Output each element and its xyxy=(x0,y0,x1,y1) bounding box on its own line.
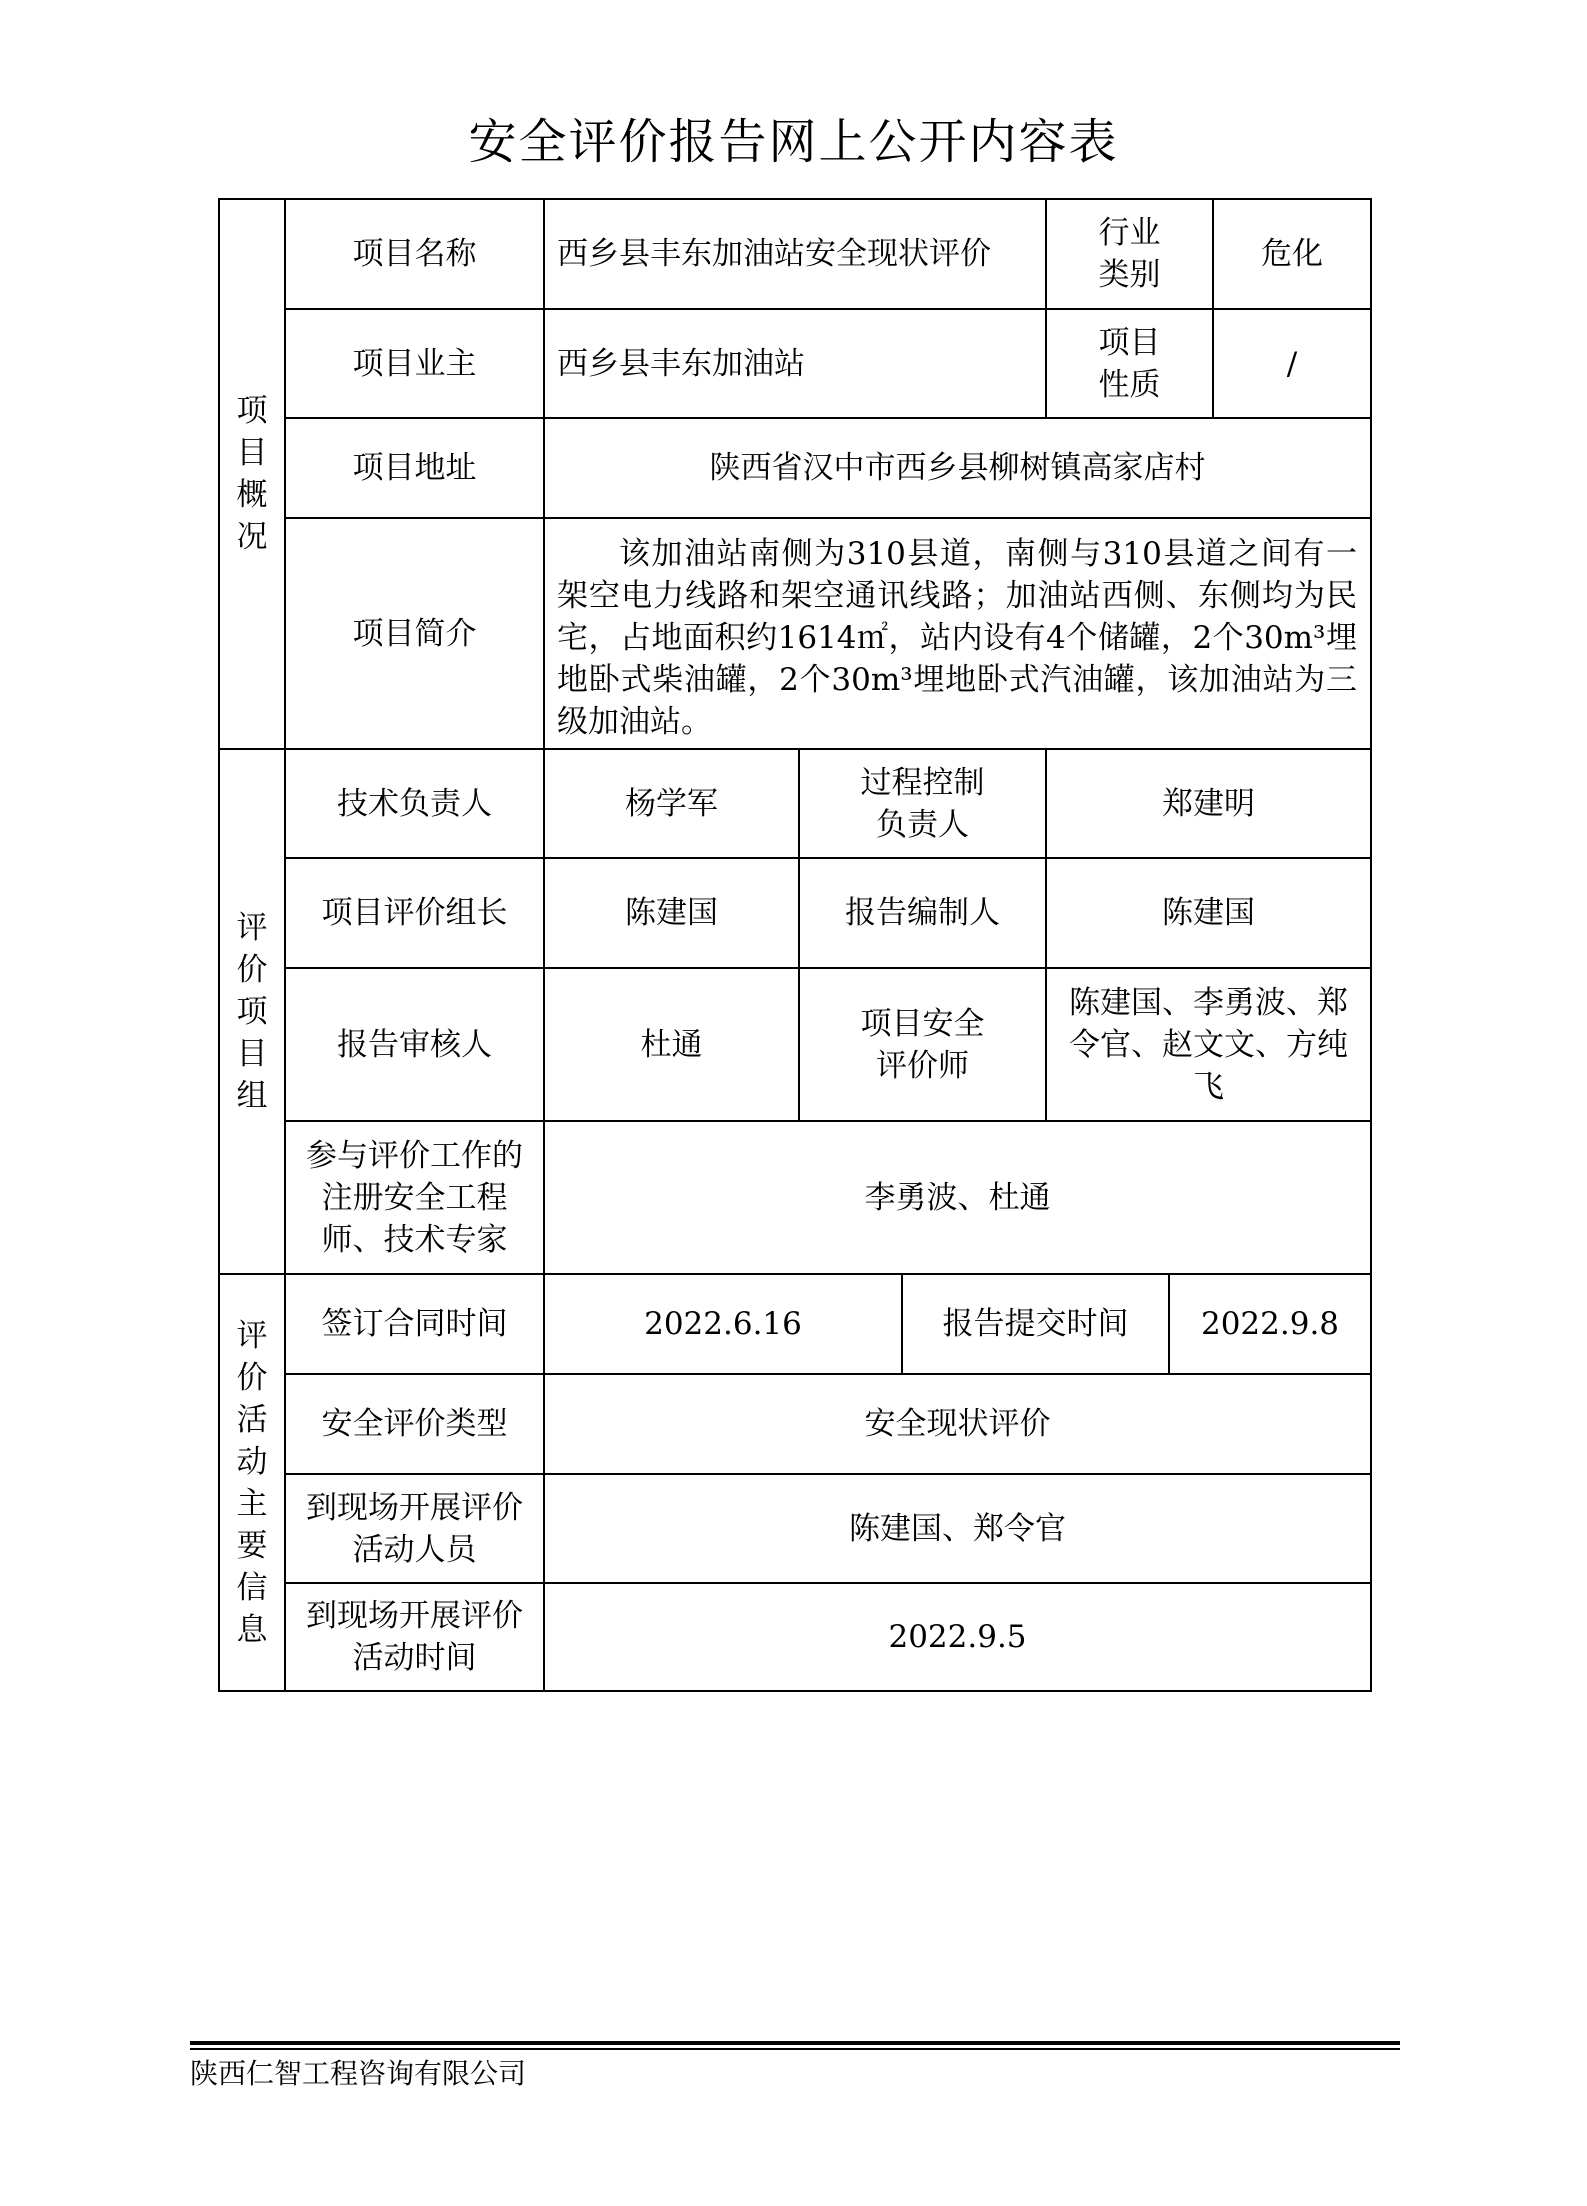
intro-label: 项目简介 xyxy=(352,615,477,652)
address-label: 项目地址 xyxy=(352,450,477,486)
owner-label: 项目业主 xyxy=(352,345,477,382)
engineers-label: 参与评价工作的注册安全工程师、技术专家 xyxy=(306,1137,523,1258)
evaluation-type-value: 安全现状评价 xyxy=(864,1406,1051,1442)
section-label: 项目概况 xyxy=(236,393,268,555)
intro-text: 该加油站南侧为310县道，南侧与310县道之间有一架空电力线路和架空通讯线路；加油站西侧、东侧均为民宅，占地面积约1614㎡，站内设有4个储罐，2个30m³埋地卧式柴油罐，2个30m³埋地卧式汽油罐，该加油站为三级加油站。 xyxy=(557,536,1357,740)
section-evaluation-team xyxy=(220,750,284,1273)
project-name-value: 西乡县丰东加油站安全现状评价 xyxy=(557,236,991,272)
section-label: 评价项目组 xyxy=(236,909,268,1114)
evaluation-type-label: 安全评价类型 xyxy=(321,1406,508,1442)
submit-date-value: 2022.9.8 xyxy=(1200,1306,1340,1342)
industry-label: 行业类别 xyxy=(1098,215,1161,293)
section-label: 评价活动主要信息 xyxy=(236,1317,268,1648)
owner-value: 西乡县丰东加油站 xyxy=(557,345,805,382)
section-activity-info xyxy=(220,1275,284,1690)
author-label: 报告编制人 xyxy=(845,895,1000,931)
onsite-staff-value: 陈建国、郑令官 xyxy=(849,1510,1066,1547)
nature-value: / xyxy=(1286,345,1298,382)
section-project-overview xyxy=(220,200,284,748)
industry-value: 危化 xyxy=(1261,236,1323,272)
onsite-staff-label: 到现场开展评价活动人员 xyxy=(306,1489,523,1568)
tech-lead-value: 杨学军 xyxy=(625,785,718,822)
onsite-date-label: 到现场开展评价活动时间 xyxy=(306,1598,523,1676)
process-lead-label: 过程控制负责人 xyxy=(860,764,985,843)
onsite-date-value: 2022.9.5 xyxy=(888,1619,1027,1655)
author-value: 陈建国 xyxy=(1162,895,1255,931)
process-lead-value: 郑建明 xyxy=(1162,785,1255,822)
page-title: 安全评价报告网上公开内容表 xyxy=(468,114,1119,170)
footer-divider-thin xyxy=(190,2048,1400,2050)
team-lead-value: 陈建国 xyxy=(625,895,718,931)
submit-date-label: 报告提交时间 xyxy=(942,1306,1129,1342)
engineers-value: 李勇波、杜通 xyxy=(864,1179,1051,1216)
assessors-value: 陈建国、李勇波、郑令官、赵文文、方纯飞 xyxy=(1069,984,1348,1105)
tech-lead-label: 技术负责人 xyxy=(337,785,492,822)
footer-company: 陕西仁智工程咨询有限公司 xyxy=(190,2057,527,2090)
contract-date-value: 2022.6.16 xyxy=(644,1306,802,1342)
team-lead-label: 项目评价组长 xyxy=(321,895,508,931)
nature-label: 项目性质 xyxy=(1098,324,1161,403)
reviewer-value: 杜通 xyxy=(640,1026,703,1063)
footer-divider xyxy=(190,2041,1400,2045)
address-value: 陕西省汉中市西乡县柳树镇高家店村 xyxy=(709,450,1206,486)
project-name-label: 项目名称 xyxy=(352,236,477,272)
assessors-label: 项目安全评价师 xyxy=(860,1005,985,1084)
contract-date-label: 签订合同时间 xyxy=(321,1306,508,1342)
reviewer-label: 报告审核人 xyxy=(337,1026,492,1063)
